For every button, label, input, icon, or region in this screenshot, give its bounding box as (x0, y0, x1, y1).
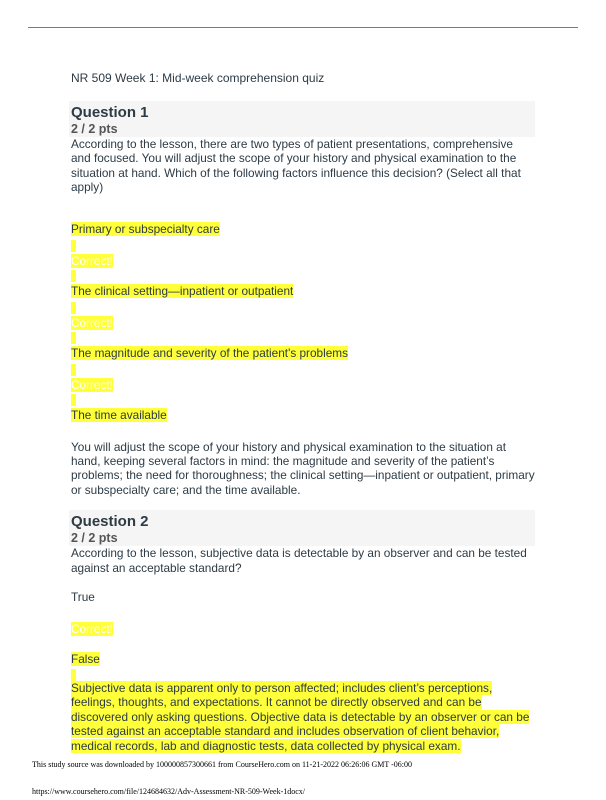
source-url[interactable]: https://www.coursehero.com/file/124684632/Adv-Assessment-NR-509-Week-1docx/ (32, 787, 306, 796)
question-text: According to the lesson, subjective data is detectable by an observer and can be tested against an acceptable standard? (71, 546, 527, 575)
download-note: This study source was downloaded by 100000857300661 from CourseHero.com on 11-21-2022 06:26:06 GMT -06:00 (32, 760, 412, 769)
question-text: According to the lesson, there are two types of patient presentations, comprehensive and focused. You will adjust the scope of your history and physical examination to the situation at hand. Which of the following factors influence this decision? (Select all that apply) (71, 137, 521, 195)
highlight-mark (71, 669, 76, 681)
correct-label: Correct! (71, 622, 113, 637)
question-header (69, 510, 535, 546)
question-2 (71, 510, 535, 753)
explanation-highlight: Subjective data is apparent only to person affected; includes client’s perceptions, feelings, thoughts, and expectations. It cannot be directly observed and can be discovered only asking questions. Objective data is detectable by an observer or can be tested against an acceptable standard and includes observation of client behavior, medical records, lab and diagnostic tests, data collected by physical exam. (71, 681, 530, 753)
answer-option[interactable]: Primary or subspecialty care (71, 221, 220, 236)
correct-label: Correct! (71, 253, 113, 268)
highlight-mark (71, 394, 76, 406)
quiz-title: NR 509 Week 1: Mid-week comprehension quiz (71, 71, 325, 85)
highlight-mark (71, 302, 76, 314)
answer-explanation: You will adjust the scope of your history and physical examination to the situation at hand, keeping several factors in mind: the magnitude and severity of the patient’s problems; the need for thoroughness; the clinical setting—inpatient or outpatient, primary or subspecialty care; and the time available. (71, 439, 535, 497)
answer-option[interactable]: The clinical setting—inpatient or outpatient (71, 283, 294, 298)
highlight-mark (71, 332, 76, 344)
answer-option[interactable]: The time available (71, 407, 167, 422)
answer-option[interactable]: True (71, 590, 95, 605)
answer-option[interactable]: False (71, 652, 100, 667)
question-points: 2 / 2 pts (71, 122, 118, 136)
top-divider (28, 27, 578, 28)
correct-label: Correct! (71, 377, 113, 392)
correct-label: Correct! (71, 315, 113, 330)
question-1 (71, 101, 535, 497)
quiz-page (71, 70, 535, 753)
question-points: 2 / 2 pts (71, 531, 118, 546)
answer-option[interactable]: The magnitude and severity of the patient's problems (71, 345, 349, 360)
question-header (69, 101, 535, 137)
answer-explanation (71, 681, 535, 753)
question-title: Question 1 (71, 104, 149, 121)
highlight-mark (71, 240, 76, 252)
highlight-mark (71, 270, 76, 282)
answer-list (71, 588, 535, 681)
highlight-mark (71, 364, 76, 376)
question-title: Question 2 (71, 513, 149, 531)
answer-list (71, 220, 535, 424)
